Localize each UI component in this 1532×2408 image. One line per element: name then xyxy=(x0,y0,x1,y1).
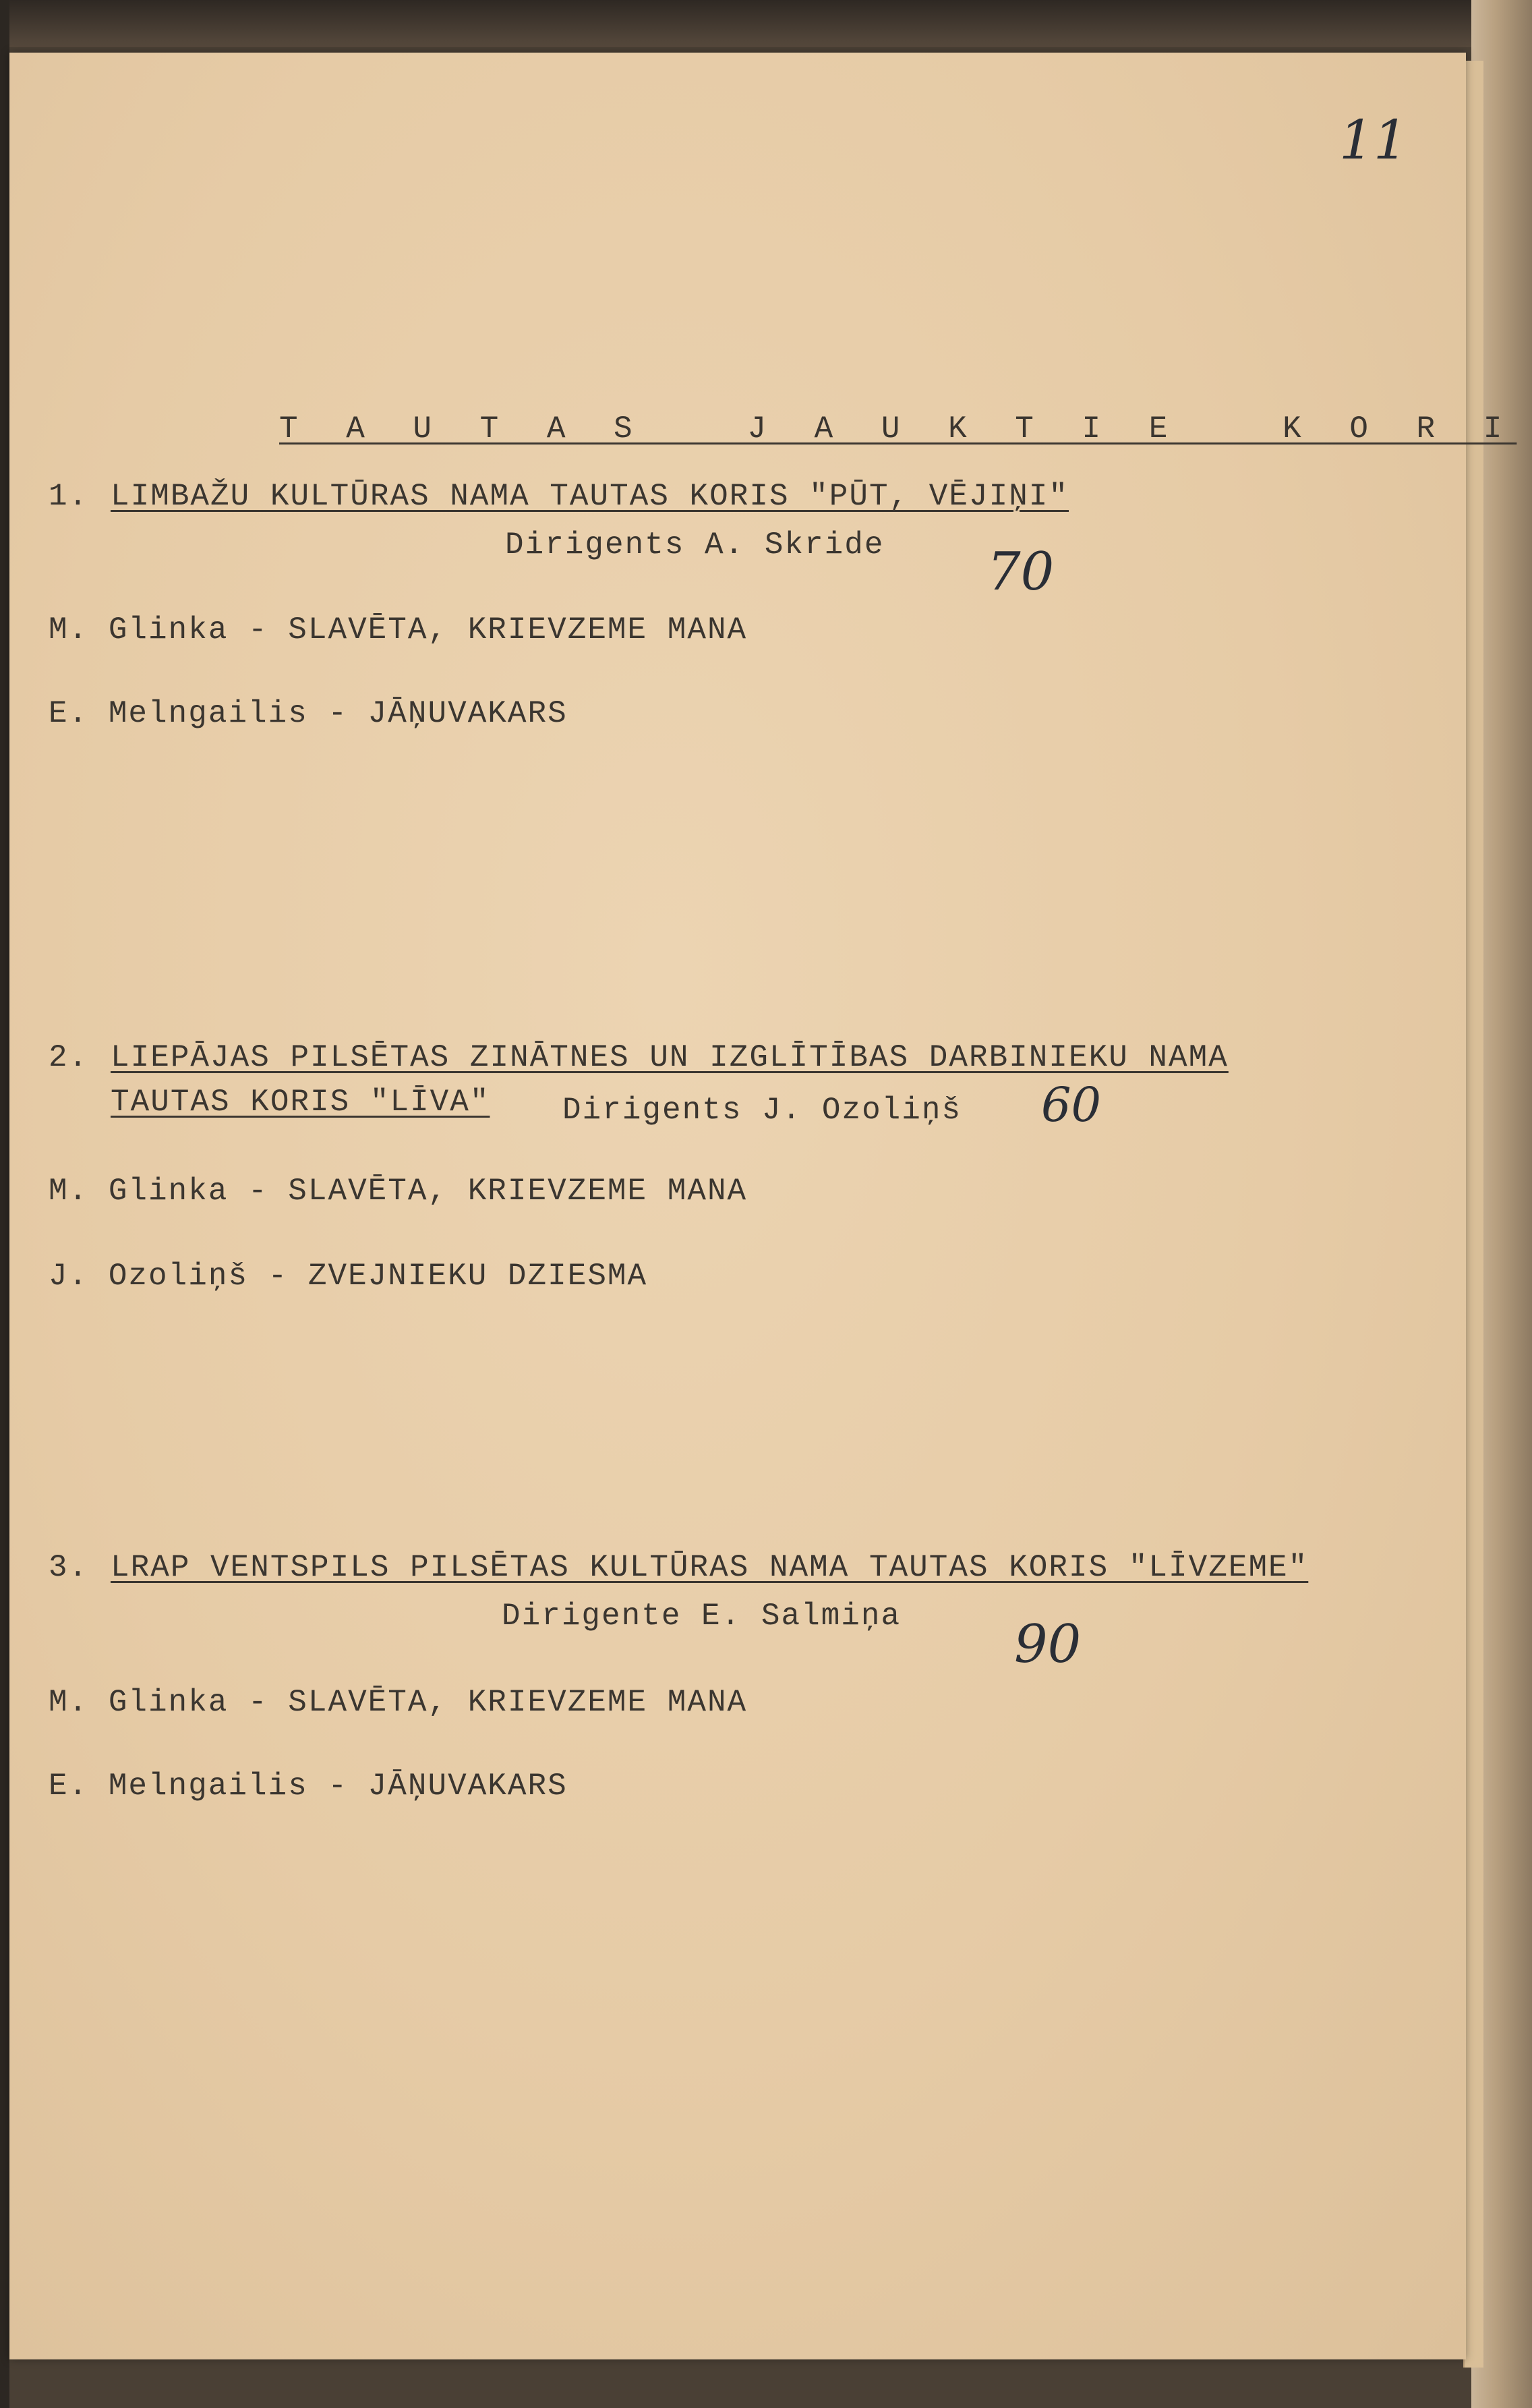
choir-title: LIMBAŽU KULTŪRAS NAMA TAUTAS KORIS "PŪT, VĒJIŅI" xyxy=(111,479,1069,514)
page-number-mark: 11 xyxy=(1339,109,1408,171)
scan-background-top xyxy=(0,0,1532,47)
song-item: M. Glinka - SLAVĒTA, KRIEVZEME MANA xyxy=(49,1174,748,1209)
underlying-page-edge xyxy=(1463,61,1483,2368)
scan-background-left xyxy=(0,0,9,2408)
conductor: Dirigents J. Ozoliņš xyxy=(562,1093,962,1128)
section-number: 2. xyxy=(49,1040,89,1075)
document-page xyxy=(9,53,1517,2359)
page-heading: T A U T A S J A U K T I E K O R I xyxy=(279,411,1517,447)
song-item: E. Melngailis - JĀŅUVAKARS xyxy=(49,696,568,731)
choir-title-line-2: TAUTAS KORIS "LĪVA" xyxy=(111,1085,490,1120)
handwritten-count: 90 xyxy=(1014,1614,1082,1675)
choir-title: LRAP VENTSPILS PILSĒTAS KULTŪRAS NAMA TAUTAS KORIS "LĪVZEME" xyxy=(111,1550,1309,1585)
choir-title-line-1: LIEPĀJAS PILSĒTAS ZINĀTNES UN IZGLĪTĪBAS DARBINIEKU NAMA xyxy=(111,1040,1229,1075)
song-item: E. Melngailis - JĀŅUVAKARS xyxy=(49,1769,568,1804)
section-number: 3. xyxy=(49,1550,89,1585)
song-item: J. Ozoliņš - ZVEJNIEKU DZIESMA xyxy=(49,1259,648,1294)
conductor: Dirigente E. Salmiņa xyxy=(502,1599,902,1634)
conductor: Dirigents A. Skride xyxy=(505,527,885,563)
handwritten-count: 60 xyxy=(1041,1077,1102,1133)
song-item: M. Glinka - SLAVĒTA, KRIEVZEME MANA xyxy=(49,1685,748,1720)
song-item: M. Glinka - SLAVĒTA, KRIEVZEME MANA xyxy=(49,612,748,648)
section-number: 1. xyxy=(49,479,89,514)
handwritten-count: 70 xyxy=(987,542,1055,602)
